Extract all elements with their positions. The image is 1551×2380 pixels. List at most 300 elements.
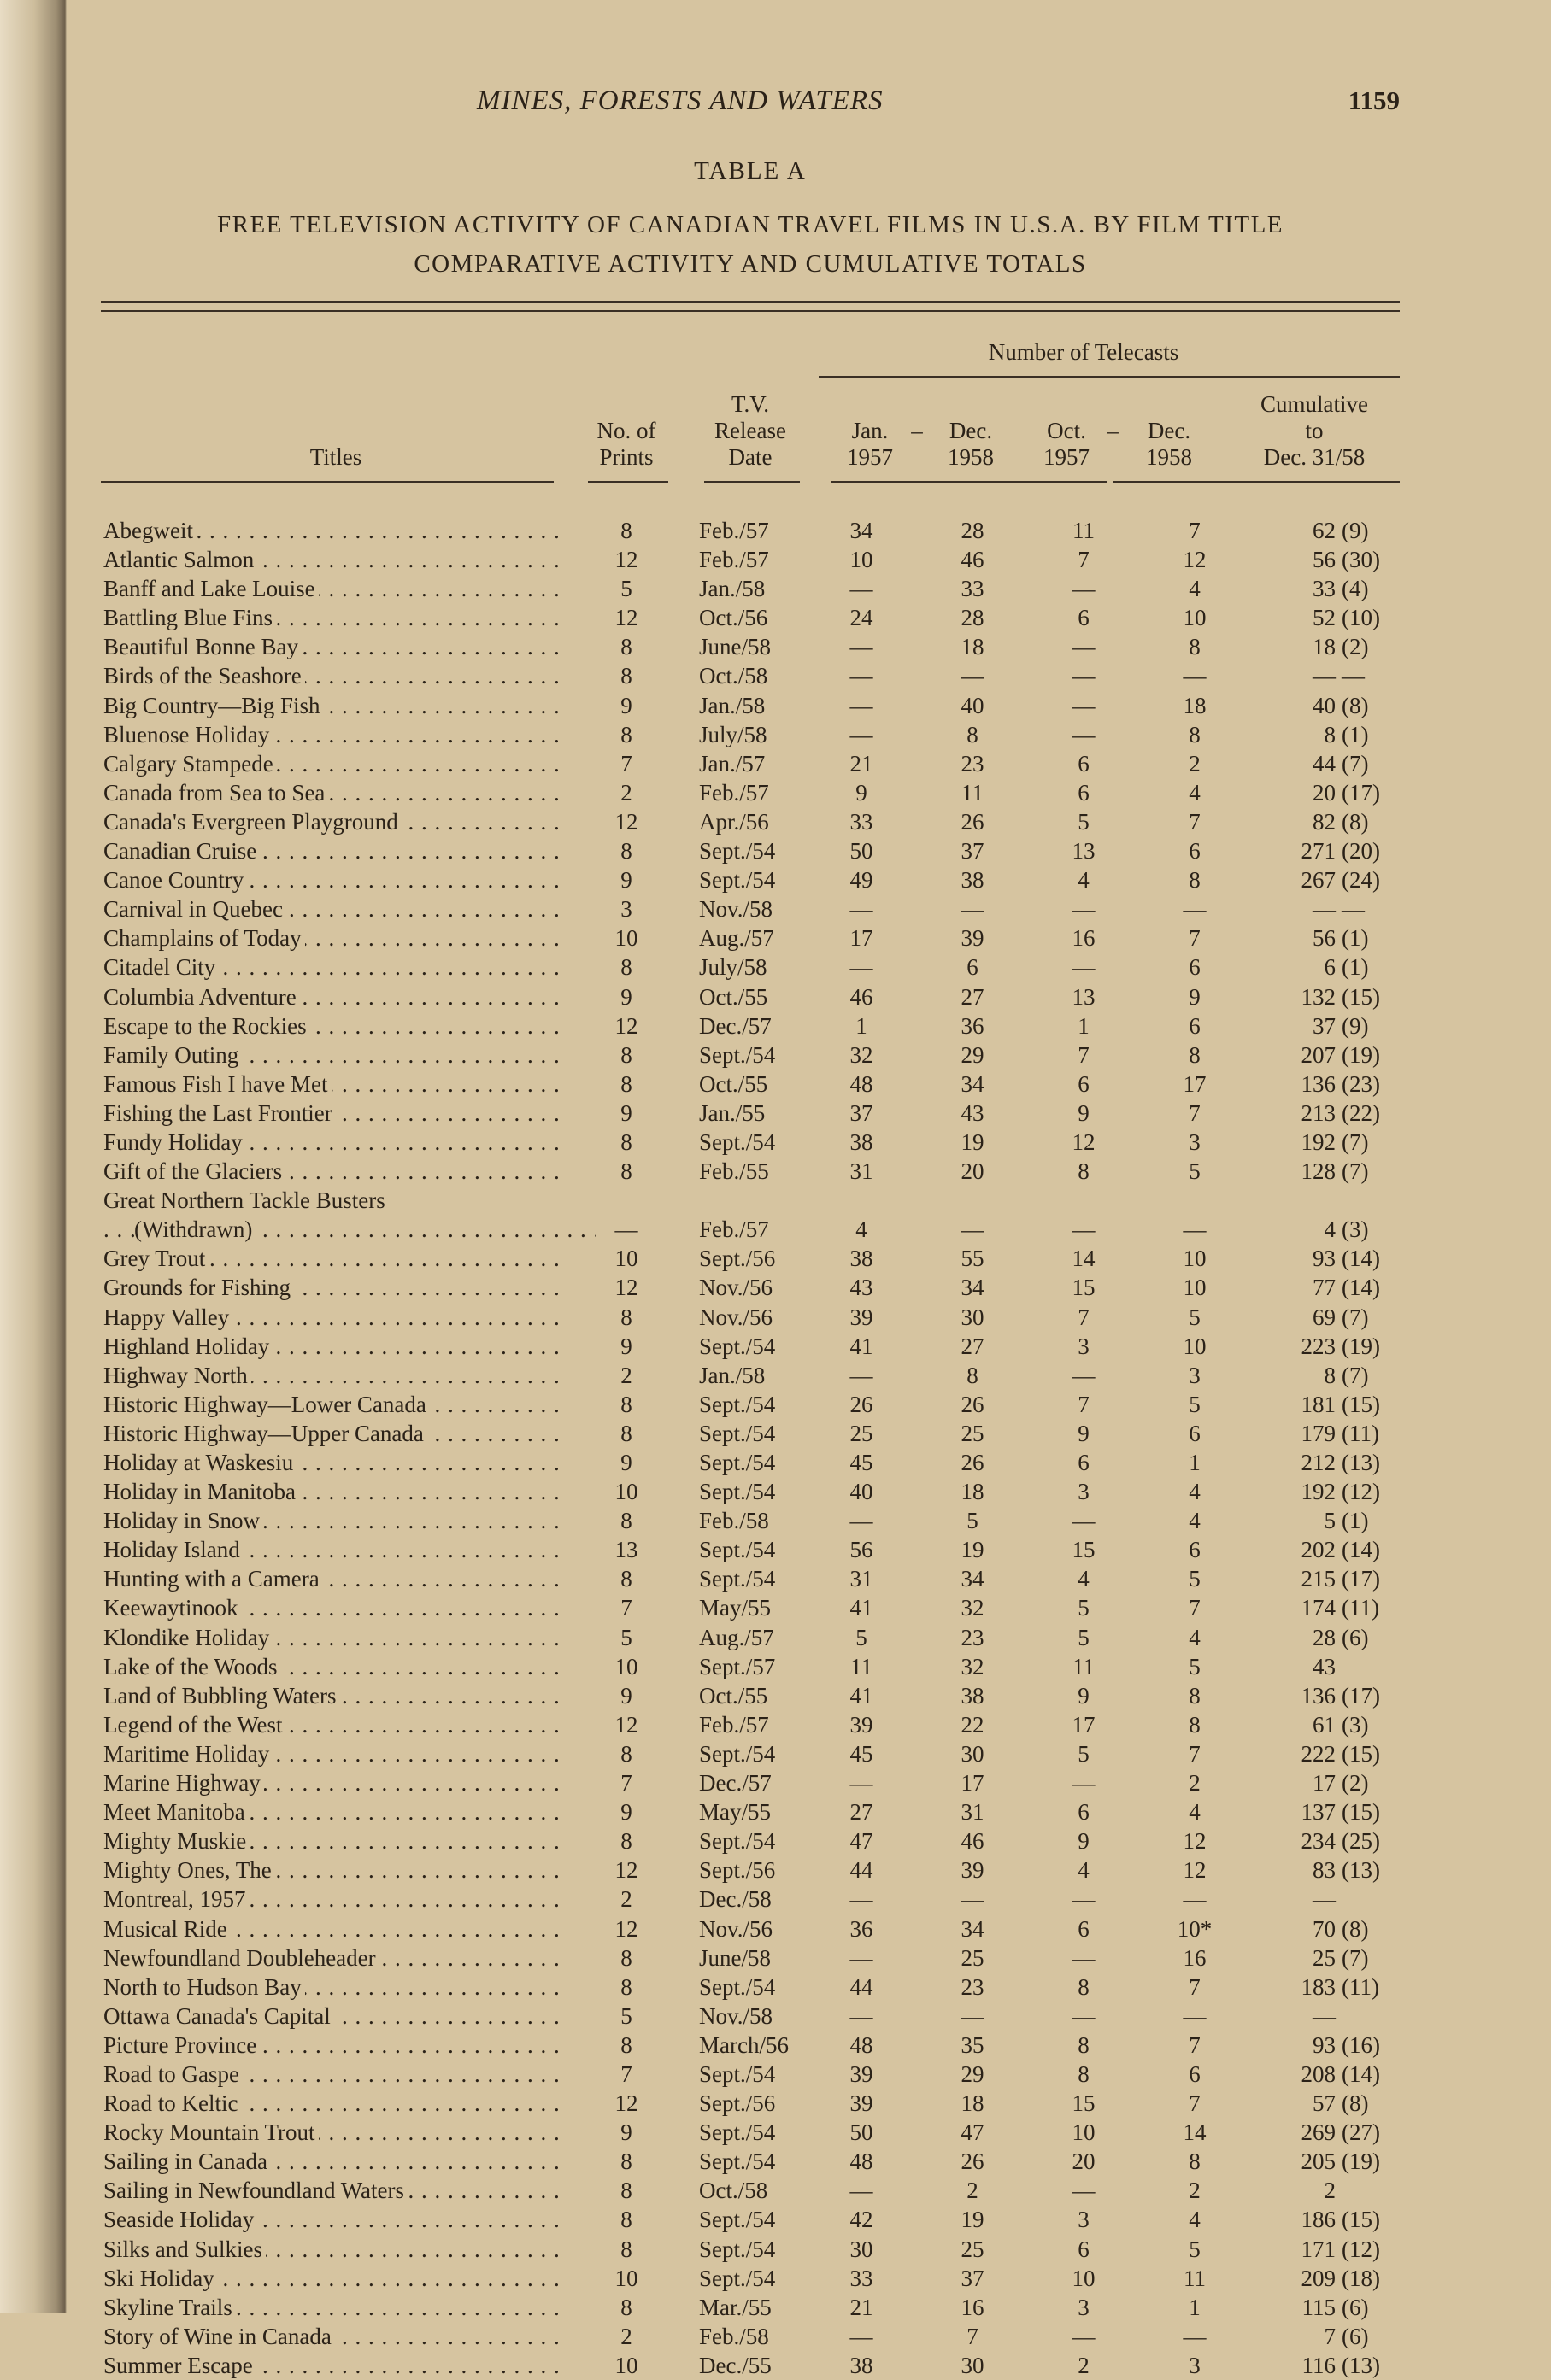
cumulative-cell: 43	[1313, 1653, 1336, 1679]
film-title: Ski Holiday	[103, 2266, 218, 2291]
jan-1957-cell: 41	[849, 1682, 873, 1709]
cumulative-cell: 33	[1313, 576, 1336, 602]
prints-cell: 8	[620, 2178, 632, 2204]
table-row	[101, 1855, 1400, 1885]
dec-1958-cell: 26	[961, 2148, 984, 2175]
jan-1957-cell: 39	[849, 2061, 873, 2087]
oct-1957-cell: 5	[1078, 1624, 1090, 1650]
release-date-cell: Jan./58	[699, 576, 766, 602]
jan-1957-cell: 41	[849, 1595, 873, 1621]
dec-1958-cell: 25	[961, 1420, 984, 1446]
dec-1958-header	[928, 418, 1013, 471]
release-date-cell: Sept./54	[699, 1566, 776, 1592]
film-title: Family Outing	[103, 1042, 242, 1068]
oct-1957-cell: 6	[1078, 1450, 1090, 1475]
film-title: Mighty Ones, The	[103, 1857, 275, 1883]
prints-cell: 12	[614, 808, 638, 835]
film-title: Happy Valley	[103, 1304, 232, 1330]
cumulative-parenthetical-cell: (11)	[1342, 1595, 1379, 1621]
film-title-cell	[103, 603, 565, 632]
prints-cell: 3	[620, 896, 632, 923]
dec-1958-cell: —	[961, 896, 984, 923]
dec-1958-cell: 27	[961, 983, 984, 1010]
film-title-cell	[103, 1099, 565, 1128]
prints-cell: 12	[614, 2090, 638, 2117]
dec2-1958-header	[1126, 418, 1212, 471]
dec2-1958-cell: 8	[1189, 721, 1201, 747]
table-row	[101, 661, 1400, 690]
table-row	[101, 2060, 1400, 2089]
table-row	[101, 2176, 1400, 2205]
table-row	[101, 1973, 1400, 2002]
film-title: Sailing in Canada	[103, 2148, 271, 2174]
oct-1957-cell: 10	[1072, 2119, 1096, 2146]
dec2-1958-cell: —	[1183, 2323, 1207, 2349]
release-date-cell: Feb./58	[699, 1508, 769, 1534]
release-date-cell: Jan./55	[699, 1099, 766, 1126]
jan-1957-cell: 44	[849, 1973, 873, 2000]
table-row	[101, 1768, 1400, 1797]
film-title: Skyline Trails	[103, 2295, 236, 2320]
prints-cell: 8	[620, 2031, 632, 2058]
dec-1958-cell: 32	[961, 1653, 984, 1679]
table-row	[101, 2293, 1400, 2322]
film-title: Citadel City	[103, 954, 219, 980]
film-title: Ottawa Canada's Capital	[103, 2003, 334, 2029]
cumulative-cell: —	[1313, 896, 1336, 923]
dec-1958-cell: 20	[961, 1158, 984, 1185]
oct-1957-cell: —	[1072, 2002, 1096, 2029]
dec2-1958-cell: 9	[1189, 983, 1201, 1010]
oct-1957-cell: 4	[1078, 867, 1090, 894]
film-title: Story of Wine in Canada	[103, 2324, 335, 2349]
release-date-cell: Jan./58	[699, 1362, 766, 1388]
cumulative-parenthetical-cell: (13)	[1342, 1450, 1380, 1475]
table-row	[101, 1506, 1400, 1535]
cumulative-parenthetical-cell: (1)	[1342, 954, 1369, 981]
film-title: Keewaytinook	[103, 1595, 241, 1621]
film-title-cell	[103, 1943, 565, 1973]
release-date-cell: Jan./58	[699, 692, 766, 718]
cumulative-parenthetical-cell: (6)	[1342, 1624, 1369, 1650]
dec2-1958-cell: 10	[1183, 1275, 1207, 1301]
table-row	[101, 982, 1400, 1011]
cumulative-parenthetical-cell: (17)	[1342, 1566, 1380, 1592]
prints-cell: 12	[614, 1275, 638, 1301]
jan-1957-cell: 32	[849, 1041, 873, 1068]
oct-1957-cell: 10	[1072, 2265, 1096, 2291]
cumulative-cell: 223	[1301, 1333, 1336, 1359]
cumulative-parenthetical-cell: (9)	[1342, 1012, 1369, 1039]
film-title-cell	[103, 1186, 565, 1215]
film-title: Historic Highway—Lower Canada	[103, 1392, 430, 1417]
dec-1958-cell: 33	[961, 576, 984, 602]
prints-cell: 9	[620, 867, 632, 894]
cumulative-parenthetical-cell: (14)	[1342, 1537, 1380, 1563]
jan-1957-cell: 45	[849, 1450, 873, 1475]
prints-cell: 12	[614, 547, 638, 573]
jan-dec-dash: –	[911, 418, 923, 443]
prints-cell: 10	[614, 1653, 638, 1679]
table-row	[101, 749, 1400, 778]
release-date-cell: May/55	[699, 1595, 771, 1621]
cumulative-cell: 186	[1301, 2207, 1336, 2233]
release-date-cell: July/58	[699, 721, 767, 747]
dec2-1958-cell: 11	[1184, 2265, 1206, 2291]
table-row	[101, 1128, 1400, 1157]
dec-1958-cell: 32	[961, 1595, 984, 1621]
oct-1957-cell: —	[1072, 1886, 1096, 1913]
jan-1957-cell: —	[849, 1944, 873, 1971]
cumulative-parenthetical-cell: (15)	[1342, 1799, 1380, 1826]
film-title-cell	[103, 2264, 565, 2293]
table-row	[101, 2205, 1400, 2234]
oct-1957-cell: 6	[1078, 1070, 1090, 1097]
release-date-cell: Mar./55	[699, 2294, 772, 2320]
jan-1957-cell: —	[849, 2323, 873, 2349]
cumulative-cell: 7	[1324, 2323, 1336, 2349]
release-header	[699, 391, 802, 471]
cumulative-cell: 212	[1301, 1450, 1336, 1475]
oct-1957-cell: 17	[1072, 1711, 1096, 1738]
dec2-1958-cell: 6	[1189, 1537, 1201, 1563]
release-date-cell: Feb./57	[699, 547, 769, 573]
jan-1957-cell: —	[849, 692, 873, 718]
oct-1957-cell: —	[1072, 1944, 1096, 1971]
table-row	[101, 1303, 1400, 1332]
cumulative-cell: —	[1313, 2002, 1336, 2029]
dec2-1958-cell: 7	[1189, 1595, 1201, 1621]
cumulative-parenthetical-cell: (8)	[1342, 808, 1369, 835]
cumulative-parenthetical-cell: (14)	[1342, 1246, 1380, 1272]
film-title: Mighty Muskie	[103, 1828, 250, 1854]
film-title: Silks and Sulkies	[103, 2236, 266, 2262]
film-title: Escape to the Rockies	[103, 1013, 310, 1039]
film-title: Grey Trout	[103, 1246, 209, 1271]
table-row	[101, 1186, 1400, 1215]
prints-cell: 9	[620, 1099, 632, 1126]
oct-1957-cell: 6	[1078, 605, 1090, 631]
cumulative-parenthetical-cell: (4)	[1342, 576, 1369, 602]
table-body	[101, 516, 1400, 2380]
cumulative-parenthetical-cell: (6)	[1342, 2323, 1369, 2349]
release-date-cell: Sept./54	[699, 867, 776, 894]
dec-1958-cell: 7	[966, 2323, 978, 2349]
cumulative-parenthetical-cell: (11)	[1342, 1973, 1379, 2000]
film-title-cell	[103, 1768, 565, 1797]
prints-cell: 5	[620, 576, 632, 602]
table-row	[101, 2002, 1400, 2031]
jan-1957-cell: 9	[855, 779, 867, 806]
film-title-cell	[103, 953, 565, 982]
cumulative-line-1: Cumulative	[1260, 391, 1368, 417]
dec-1958-cell: 6	[966, 954, 978, 981]
dec-1958-cell: 30	[961, 2352, 984, 2378]
cumulative-cell: 57	[1313, 2090, 1336, 2117]
jan-1957-cell: 33	[849, 2265, 873, 2291]
cumulative-cell: 69	[1313, 1304, 1336, 1330]
dec2-1958-cell: 8	[1189, 867, 1201, 894]
oct-1957-cell: 6	[1078, 779, 1090, 806]
cumulative-parenthetical-cell: (18)	[1342, 2265, 1380, 2291]
jan-label: Jan.	[851, 418, 889, 443]
cumulative-parenthetical-cell: (7)	[1342, 750, 1369, 777]
oct-1957-cell: 7	[1078, 1391, 1090, 1417]
oct-1957-cell: 6	[1078, 2236, 1090, 2262]
film-title: Grounds for Fishing	[103, 1275, 294, 1300]
release-rule	[704, 481, 800, 483]
jan-1957-cell: 44	[849, 1857, 873, 1884]
cumulative-line-3: Dec. 31/58	[1263, 444, 1366, 470]
dec-1958-cell: 16	[961, 2294, 984, 2320]
film-title: Champlains of Today	[103, 925, 305, 951]
jan-1957-cell: 37	[849, 1099, 873, 1126]
film-title: Canadian Cruise	[103, 838, 260, 864]
prints-cell: 7	[620, 1770, 632, 1797]
film-title-cell	[103, 1477, 565, 1506]
dec-1958-cell: 5	[966, 1508, 978, 1534]
cumulative-parenthetical-cell: (1)	[1342, 721, 1369, 747]
oct-label: Oct.	[1047, 418, 1086, 443]
film-title: Holiday Island	[103, 1537, 244, 1562]
release-date-cell: Nov./56	[699, 1275, 773, 1301]
release-header-line-3: Date	[728, 444, 773, 470]
dec2-1958-cell: 5	[1189, 2236, 1201, 2262]
film-title: Montreal, 1957	[103, 1886, 249, 1912]
oct-1957-cell: 3	[1078, 1333, 1090, 1359]
release-date-cell: Sept./54	[699, 2119, 776, 2146]
dec-1958-cell: 28	[961, 605, 984, 631]
dec2-1958-cell: 10*	[1177, 1915, 1213, 1942]
release-date-cell: July/58	[699, 954, 767, 981]
page-header	[101, 85, 1400, 128]
film-title-cell	[103, 1215, 596, 1244]
film-title-cell	[103, 2293, 565, 2322]
dec-1958-cell: 38	[961, 1682, 984, 1709]
dec-1958-cell: 19	[961, 1537, 984, 1563]
cumulative-parenthetical-cell: (2)	[1342, 634, 1369, 660]
table-row	[101, 1448, 1400, 1477]
release-date-cell: Nov./58	[699, 2002, 773, 2029]
prints-cell: 8	[620, 1158, 632, 1185]
film-title: Rocky Mountain Trout	[103, 2119, 319, 2145]
film-title-cell	[103, 865, 565, 894]
film-title-cell	[103, 1303, 565, 1332]
jan-1957-cell: 21	[849, 750, 873, 777]
dec-1958-cell: 23	[961, 750, 984, 777]
film-title-cell	[103, 2322, 565, 2351]
dec-label: Dec.	[949, 418, 993, 443]
dec2-1958-cell: 10	[1183, 1246, 1207, 1272]
release-date-cell: Jan./57	[699, 750, 766, 777]
release-date-cell: Sept./56	[699, 1246, 776, 1272]
dec-1958-cell: 28	[961, 518, 984, 543]
jan-1957-cell: 38	[849, 1128, 873, 1155]
oct-1957-cell: 13	[1072, 838, 1096, 865]
cumulative-parenthetical-cell: —	[1342, 896, 1365, 923]
table-row	[101, 691, 1400, 720]
dec-1958-cell: 43	[961, 1099, 984, 1126]
jan-1957-cell: 49	[849, 867, 873, 894]
oct-1957-cell: 3	[1078, 1479, 1090, 1505]
table-title-line-2: COMPARATIVE ACTIVITY AND CUMULATIVE TOTALS	[414, 250, 1087, 278]
prints-cell: 10	[614, 1479, 638, 1505]
dec-1958-cell: 27	[961, 1333, 984, 1359]
dec-1958-cell: 26	[961, 1450, 984, 1475]
film-title-cell	[103, 1914, 565, 1943]
dec-1958-cell: 29	[961, 1041, 984, 1068]
cumulative-parenthetical-cell: (11)	[1342, 1420, 1379, 1446]
film-title-cell	[103, 1506, 565, 1535]
prints-cell: 9	[620, 1682, 632, 1709]
cumulative-cell: 136	[1301, 1682, 1336, 1709]
cumulative-cell: 181	[1301, 1391, 1336, 1417]
oct-1957-cell: 8	[1078, 1973, 1090, 2000]
prints-cell: 8	[620, 1391, 632, 1417]
dec2-1958-cell: 4	[1189, 1479, 1201, 1505]
oct-1957-cell: 5	[1078, 1740, 1090, 1767]
table-row	[101, 1710, 1400, 1739]
cumulative-header	[1229, 391, 1400, 471]
oct-1957-cell: 7	[1078, 1041, 1090, 1068]
cumulative-cell: 56	[1313, 925, 1336, 952]
film-title: Summer Escape	[103, 2353, 256, 2378]
prints-cell: 8	[620, 2294, 632, 2320]
film-title: Legend of the West	[103, 1712, 286, 1738]
film-title: Musical Ride	[103, 1916, 231, 1942]
film-title-cell	[103, 545, 565, 574]
table-row	[101, 894, 1400, 923]
prints-cell: 8	[620, 1828, 632, 1855]
dec-1958-cell: 8	[966, 721, 978, 747]
oct-1957-cell: 4	[1078, 1857, 1090, 1884]
oct-1957-cell: —	[1072, 1362, 1096, 1388]
oct-1957-cell: 6	[1078, 750, 1090, 777]
film-title-cell	[103, 1390, 565, 1419]
cumulative-parenthetical-cell: (8)	[1342, 692, 1369, 718]
prints-cell: 7	[620, 750, 632, 777]
table-row	[101, 1390, 1400, 1419]
cumulative-cell: 192	[1301, 1479, 1336, 1505]
film-title: Hunting with a Camera	[103, 1566, 323, 1592]
release-date-cell: Sept./54	[699, 2265, 776, 2291]
dec-1958-cell: 11	[961, 779, 984, 806]
jan-1957-cell: 26	[849, 1391, 873, 1417]
cumulative-parenthetical-cell: (15)	[1342, 2207, 1380, 2233]
cumulative-parenthetical-cell: (1)	[1342, 925, 1369, 952]
table-row	[101, 1797, 1400, 1826]
dec2-1958-cell: 12	[1183, 547, 1207, 573]
dec2-1958-cell: 6	[1189, 954, 1201, 981]
prints-cell: 8	[620, 1128, 632, 1155]
film-title-cell	[103, 1564, 565, 1593]
jan-1957-cell: —	[849, 721, 873, 747]
dec-1958-cell: —	[961, 2002, 984, 2029]
film-title: Road to Gaspe	[103, 2061, 243, 2087]
dec2-1958-cell: —	[1183, 896, 1207, 923]
dec2-1958-cell: 4	[1189, 1508, 1201, 1534]
table-row	[101, 1099, 1400, 1128]
release-date-cell: Feb./57	[699, 518, 769, 543]
film-title-cell	[103, 1419, 565, 1448]
cumulative-parenthetical-cell: (17)	[1342, 779, 1380, 806]
dec2-1958-cell: 2	[1189, 2178, 1201, 2204]
dec2-1958-cell: 6	[1189, 838, 1201, 865]
oct-1957-cell: 8	[1078, 1158, 1090, 1185]
dec2-1958-cell: 7	[1189, 1973, 1201, 2000]
dec-1958-cell: 30	[961, 1304, 984, 1330]
film-title-cell	[103, 1041, 565, 1070]
dec-1958-cell: 8	[966, 1362, 978, 1388]
cumulative-parenthetical-cell: (14)	[1342, 2061, 1380, 2087]
telecasts-rule	[819, 376, 1400, 378]
dec-1958-cell: 17	[961, 1770, 984, 1797]
cumulative-parenthetical-cell: (27)	[1342, 2119, 1380, 2146]
cumulative-parenthetical-cell: (12)	[1342, 1479, 1380, 1505]
jan-1957-cell: —	[849, 2178, 873, 2204]
oct-1957-cell: —	[1072, 2323, 1096, 2349]
jan-1957-cell: 39	[849, 1711, 873, 1738]
jan-1957-cell: 5	[855, 1624, 867, 1650]
film-title-cell	[103, 982, 565, 1011]
jan-1957-cell: 48	[849, 1070, 873, 1097]
prints-cell: 8	[620, 1070, 632, 1097]
table-title-line-1: FREE TELEVISION ACTIVITY OF CANADIAN TRAVEL FILMS IN U.S.A. BY FILM TITLE	[216, 211, 1284, 238]
release-date-cell: Nov./56	[699, 1915, 773, 1942]
cumulative-parenthetical-cell: (30)	[1342, 547, 1380, 573]
table-row	[101, 1593, 1400, 1622]
cumulative-cell: 2	[1324, 2178, 1336, 2204]
dec-year: 1958	[948, 444, 994, 470]
dec-1958-cell: 29	[961, 2061, 984, 2087]
cumulative-parenthetical-cell: (7)	[1342, 1304, 1369, 1330]
release-date-cell: Sept./54	[699, 1450, 776, 1475]
film-title: Highland Holiday	[103, 1334, 273, 1359]
cumulative-cell: 44	[1313, 750, 1336, 777]
film-title-cell	[103, 2235, 565, 2264]
dec2-1958-cell: 16	[1183, 1944, 1207, 1971]
film-title: Battling Blue Fins	[103, 605, 276, 630]
cumulative-cell: 70	[1313, 1915, 1336, 1942]
cumulative-cell: 207	[1301, 1041, 1336, 1068]
cumulative-parenthetical-cell: (7)	[1342, 1362, 1369, 1388]
prints-cell: 5	[620, 2002, 632, 2029]
release-date-cell: Dec./55	[699, 2352, 772, 2378]
oct-1957-cell: 7	[1078, 547, 1090, 573]
jan-1957-cell: 38	[849, 2352, 873, 2378]
film-title: Historic Highway—Upper Canada	[103, 1421, 427, 1446]
dec2-1958-cell: 5	[1189, 1391, 1201, 1417]
cumulative-parenthetical-cell: —	[1342, 663, 1365, 689]
dec-1958-cell: 47	[961, 2119, 984, 2146]
release-date-cell: Oct./58	[699, 663, 768, 689]
film-title: Fundy Holiday	[103, 1129, 246, 1155]
cumulative-cell: 116	[1301, 2352, 1336, 2378]
oct-1957-cell: 11	[1072, 1653, 1095, 1679]
prints-cell: 8	[620, 2207, 632, 2233]
cumulative-parenthetical-cell: (9)	[1342, 518, 1369, 543]
release-date-cell: Sept./54	[699, 1537, 776, 1563]
film-title: Great Northern Tackle Busters	[103, 1187, 389, 1213]
prints-cell: 10	[614, 925, 638, 952]
oct-1957-cell: —	[1072, 1508, 1096, 1534]
film-title-cell	[103, 574, 565, 603]
cumulative-rule	[1212, 481, 1400, 483]
prints-cell: 8	[620, 634, 632, 660]
dec-1958-cell: 18	[961, 634, 984, 660]
film-title: Canada from Sea to Sea	[103, 780, 328, 806]
jan-1957-cell: —	[849, 634, 873, 660]
